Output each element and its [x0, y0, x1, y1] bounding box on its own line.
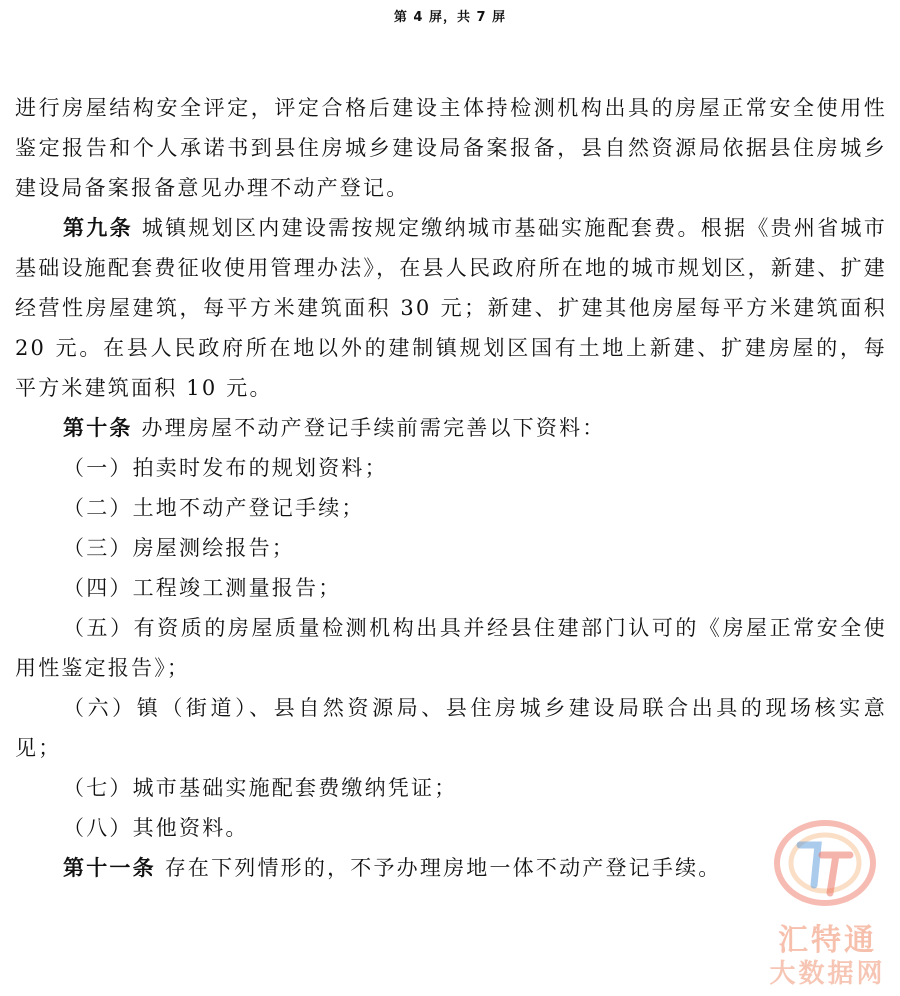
- list-item-3: （三）房屋测绘报告；: [63, 536, 295, 560]
- article-9-text: 城镇规划区内建设需按规定缴纳城市基础实施配套费。根据《贵州省城市基础设施配套费征收使用管理办法》，在县人民政府所在地的城市规划区，新建、扩建经营性房屋建筑，每平方米建筑面积 30 元；新建、扩建其他房屋每平方米建筑面积 20 元。在县人民政府所在地以外的建制镇规划区国有土地上新建、扩建房屋的，每平方米建筑面积 10 元。: [15, 216, 887, 400]
- document-body: [15, 88, 887, 888]
- watermark-name: 汇特通: [778, 923, 877, 958]
- article-10-text: 办理房屋不动产登记手续前需完善以下资料：: [132, 416, 606, 440]
- article-9: [15, 208, 887, 408]
- watermark-logo-icon: [770, 815, 880, 910]
- article-11: [15, 848, 887, 888]
- watermark: [760, 815, 895, 990]
- article-9-heading: 第九条: [63, 216, 133, 240]
- list-item-2: （二）土地不动产登记手续；: [63, 496, 365, 520]
- paragraph-continuation: 进行房屋结构安全评定，评定合格后建设主体持检测机构出具的房屋正常安全使用性鉴定报告和个人承诺书到县住房城乡建设局备案报备，县自然资源局依据县住房城乡建设局备案报备意见办理不动产登记。: [15, 96, 887, 200]
- list-item-7: （七）城市基础实施配套费缴纳凭证；: [63, 776, 458, 800]
- page-indicator: 第 4 屏，共 7 屏: [393, 10, 507, 25]
- list-item-8: （八）其他资料。: [63, 816, 249, 840]
- article-10-heading: 第十条: [63, 416, 133, 440]
- list-item-1: （一）拍卖时发布的规划资料；: [63, 456, 388, 480]
- article-11-text: 存在下列情形的，不予办理房地一体不动产登记手续。: [155, 856, 722, 880]
- list-item-4: （四）工程竣工测量报告；: [63, 576, 342, 600]
- article-11-heading: 第十一条: [63, 856, 156, 880]
- article-10: [15, 408, 887, 448]
- list-item-6: （六）镇（街道）、县自然资源局、县住房城乡建设局联合出具的现场核实意见；: [15, 696, 887, 760]
- list-item-5: （五）有资质的房屋质量检测机构出具并经县住建部门认可的《房屋正常安全使用性鉴定报告》；: [15, 616, 887, 680]
- watermark-subtitle: 大数据网: [769, 959, 886, 989]
